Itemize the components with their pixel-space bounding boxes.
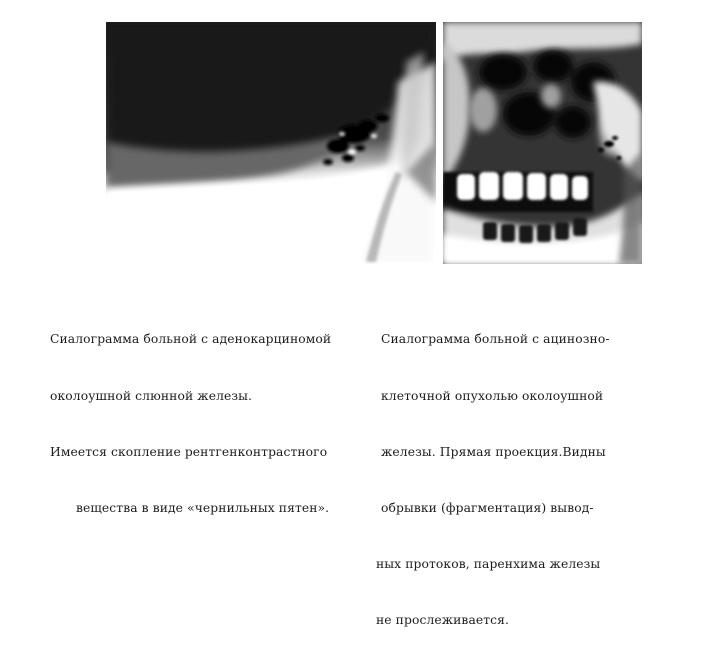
caption-left-line: Сиалограмма больной с аденокарциномой — [50, 332, 332, 347]
caption-right-line: клеточной опухолью околоушной — [381, 388, 604, 403]
xray-image-right — [443, 22, 642, 264]
caption-right — [376, 293, 610, 648]
caption-right-line: железы. Прямая проекция.Видны — [381, 444, 606, 459]
caption-left — [50, 293, 331, 536]
caption-right-line: Сиалограмма больной с ацинозно- — [381, 332, 610, 347]
caption-left-line: вещества в виде «чернильных пятен». — [76, 500, 330, 515]
xray-left-drawing — [106, 22, 436, 264]
xray-right-drawing — [443, 22, 642, 264]
caption-right-line: обрывки (фрагментация) вывод- — [381, 500, 594, 515]
caption-left-line: Имеется скопление рентгенконтрастного — [50, 444, 328, 459]
caption-left-line: околоушной слюнной железы. — [50, 388, 253, 403]
caption-right-line: ных протоков, паренхима железы — [376, 556, 601, 571]
caption-right-line: не прослеживается. — [376, 612, 510, 627]
xray-image-left — [106, 22, 436, 264]
